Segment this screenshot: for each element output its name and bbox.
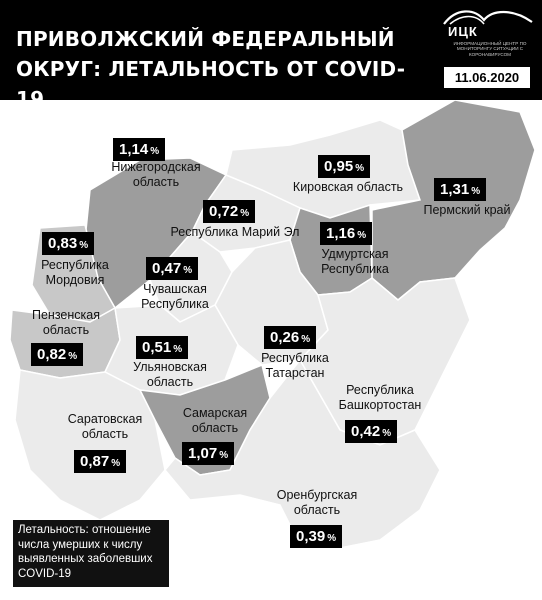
label-udmurtia: Удмуртская Республика (321, 247, 389, 276)
label-perm: Пермский край (423, 203, 511, 217)
legend-line-1: Летальность: отношение (18, 524, 151, 536)
value-ulyanovsk: 0,51 % (136, 336, 188, 359)
logo-subtitle: ИНФОРМАЦИОННЫЙ ЦЕНТР ПО МОНИТОРИНГУ СИТУАЦИИ С КОРОНАВИРУСОМ (453, 41, 527, 57)
label-penza: Пензенская область (32, 308, 100, 337)
label-nizhny-novgorod: Нижегородская область (111, 160, 201, 189)
value-samara: 1,07 % (182, 442, 234, 465)
value-mari-el: 0,72 % (203, 200, 255, 223)
label-mari-el: Республика Марий Эл (170, 225, 300, 239)
value-chuvashia: 0,47 % (146, 257, 198, 280)
value-mordovia: 0,83 % (42, 232, 94, 255)
legend-line-2: числа умерших к числу (18, 538, 143, 551)
value-udmurtia: 1,16 % (320, 222, 372, 245)
legend-line-4: COVID-19 (18, 567, 72, 580)
header-bar (0, 0, 542, 111)
value-penza: 0,82 % (31, 343, 83, 366)
label-tatarstan: Республика Татарстан (261, 351, 329, 380)
title-line-1: ПРИВОЛЖСКИЙ ФЕДЕРАЛЬНЫЙ (16, 27, 395, 51)
label-kirov: Кировская область (292, 180, 404, 194)
value-kirov: 0,95 % (318, 155, 370, 178)
value-bashkortostan: 0,42 % (345, 420, 397, 443)
label-bashkortostan: Республика Башкортостан (338, 383, 422, 412)
label-saratov: Саратовская область (67, 412, 143, 441)
label-mordovia: Республика Мордовия (41, 258, 109, 287)
label-samara: Самарская область (182, 406, 248, 435)
label-orenburg: Оренбургская область (276, 488, 358, 517)
logo-name: ИЦК (448, 24, 478, 39)
label-chuvashia: Чувашская Республика (141, 282, 209, 311)
title-line-2: ОКРУГ: ЛЕТАЛЬНОСТЬ ОТ COVID-19 (16, 57, 406, 111)
value-saratov: 0,87 % (74, 450, 126, 473)
value-perm: 1,31 % (434, 178, 486, 201)
date-badge: 11.06.2020 (444, 67, 530, 88)
value-nizhny-novgorod: 1,14 % (113, 138, 165, 161)
value-tatarstan: 0,26 % (264, 326, 316, 349)
legend-line-3: выявленных заболевших (18, 553, 153, 565)
legend-note (13, 520, 169, 587)
value-orenburg: 0,39 % (290, 525, 342, 548)
label-ulyanovsk: Ульяновская область (133, 360, 207, 389)
